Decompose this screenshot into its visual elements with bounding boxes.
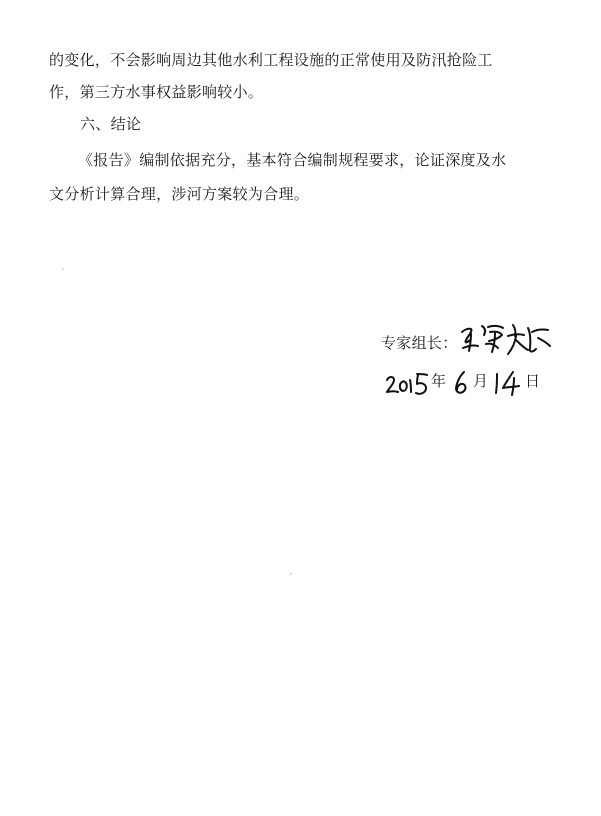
- year-label: 年: [431, 372, 447, 390]
- signature-label: 专家组长：: [381, 334, 458, 352]
- month-label: 月: [473, 372, 489, 390]
- body-text-line-2: 作，第三方水事权益影响较小。: [49, 83, 264, 101]
- handwritten-month: [451, 366, 473, 398]
- scan-speck: [290, 573, 292, 575]
- handwritten-day: [493, 366, 525, 398]
- section-heading-conclusion: 六、结论: [80, 115, 142, 133]
- body-text-line-1: 的变化，不会影响周边其他水利工程设施的正常使用及防汛抢险工: [49, 51, 493, 69]
- day-label: 日: [525, 372, 541, 390]
- scan-speck: [62, 268, 64, 270]
- handwritten-signature: [458, 318, 558, 362]
- body-text-line-4: 文分析计算合理，涉河方案较为合理。: [49, 185, 310, 203]
- handwritten-year: [385, 366, 431, 398]
- signature-date: [385, 366, 545, 398]
- body-text-line-3: 《报告》编制依据充分，基本符合编制规程要求，论证深度及水: [78, 151, 507, 169]
